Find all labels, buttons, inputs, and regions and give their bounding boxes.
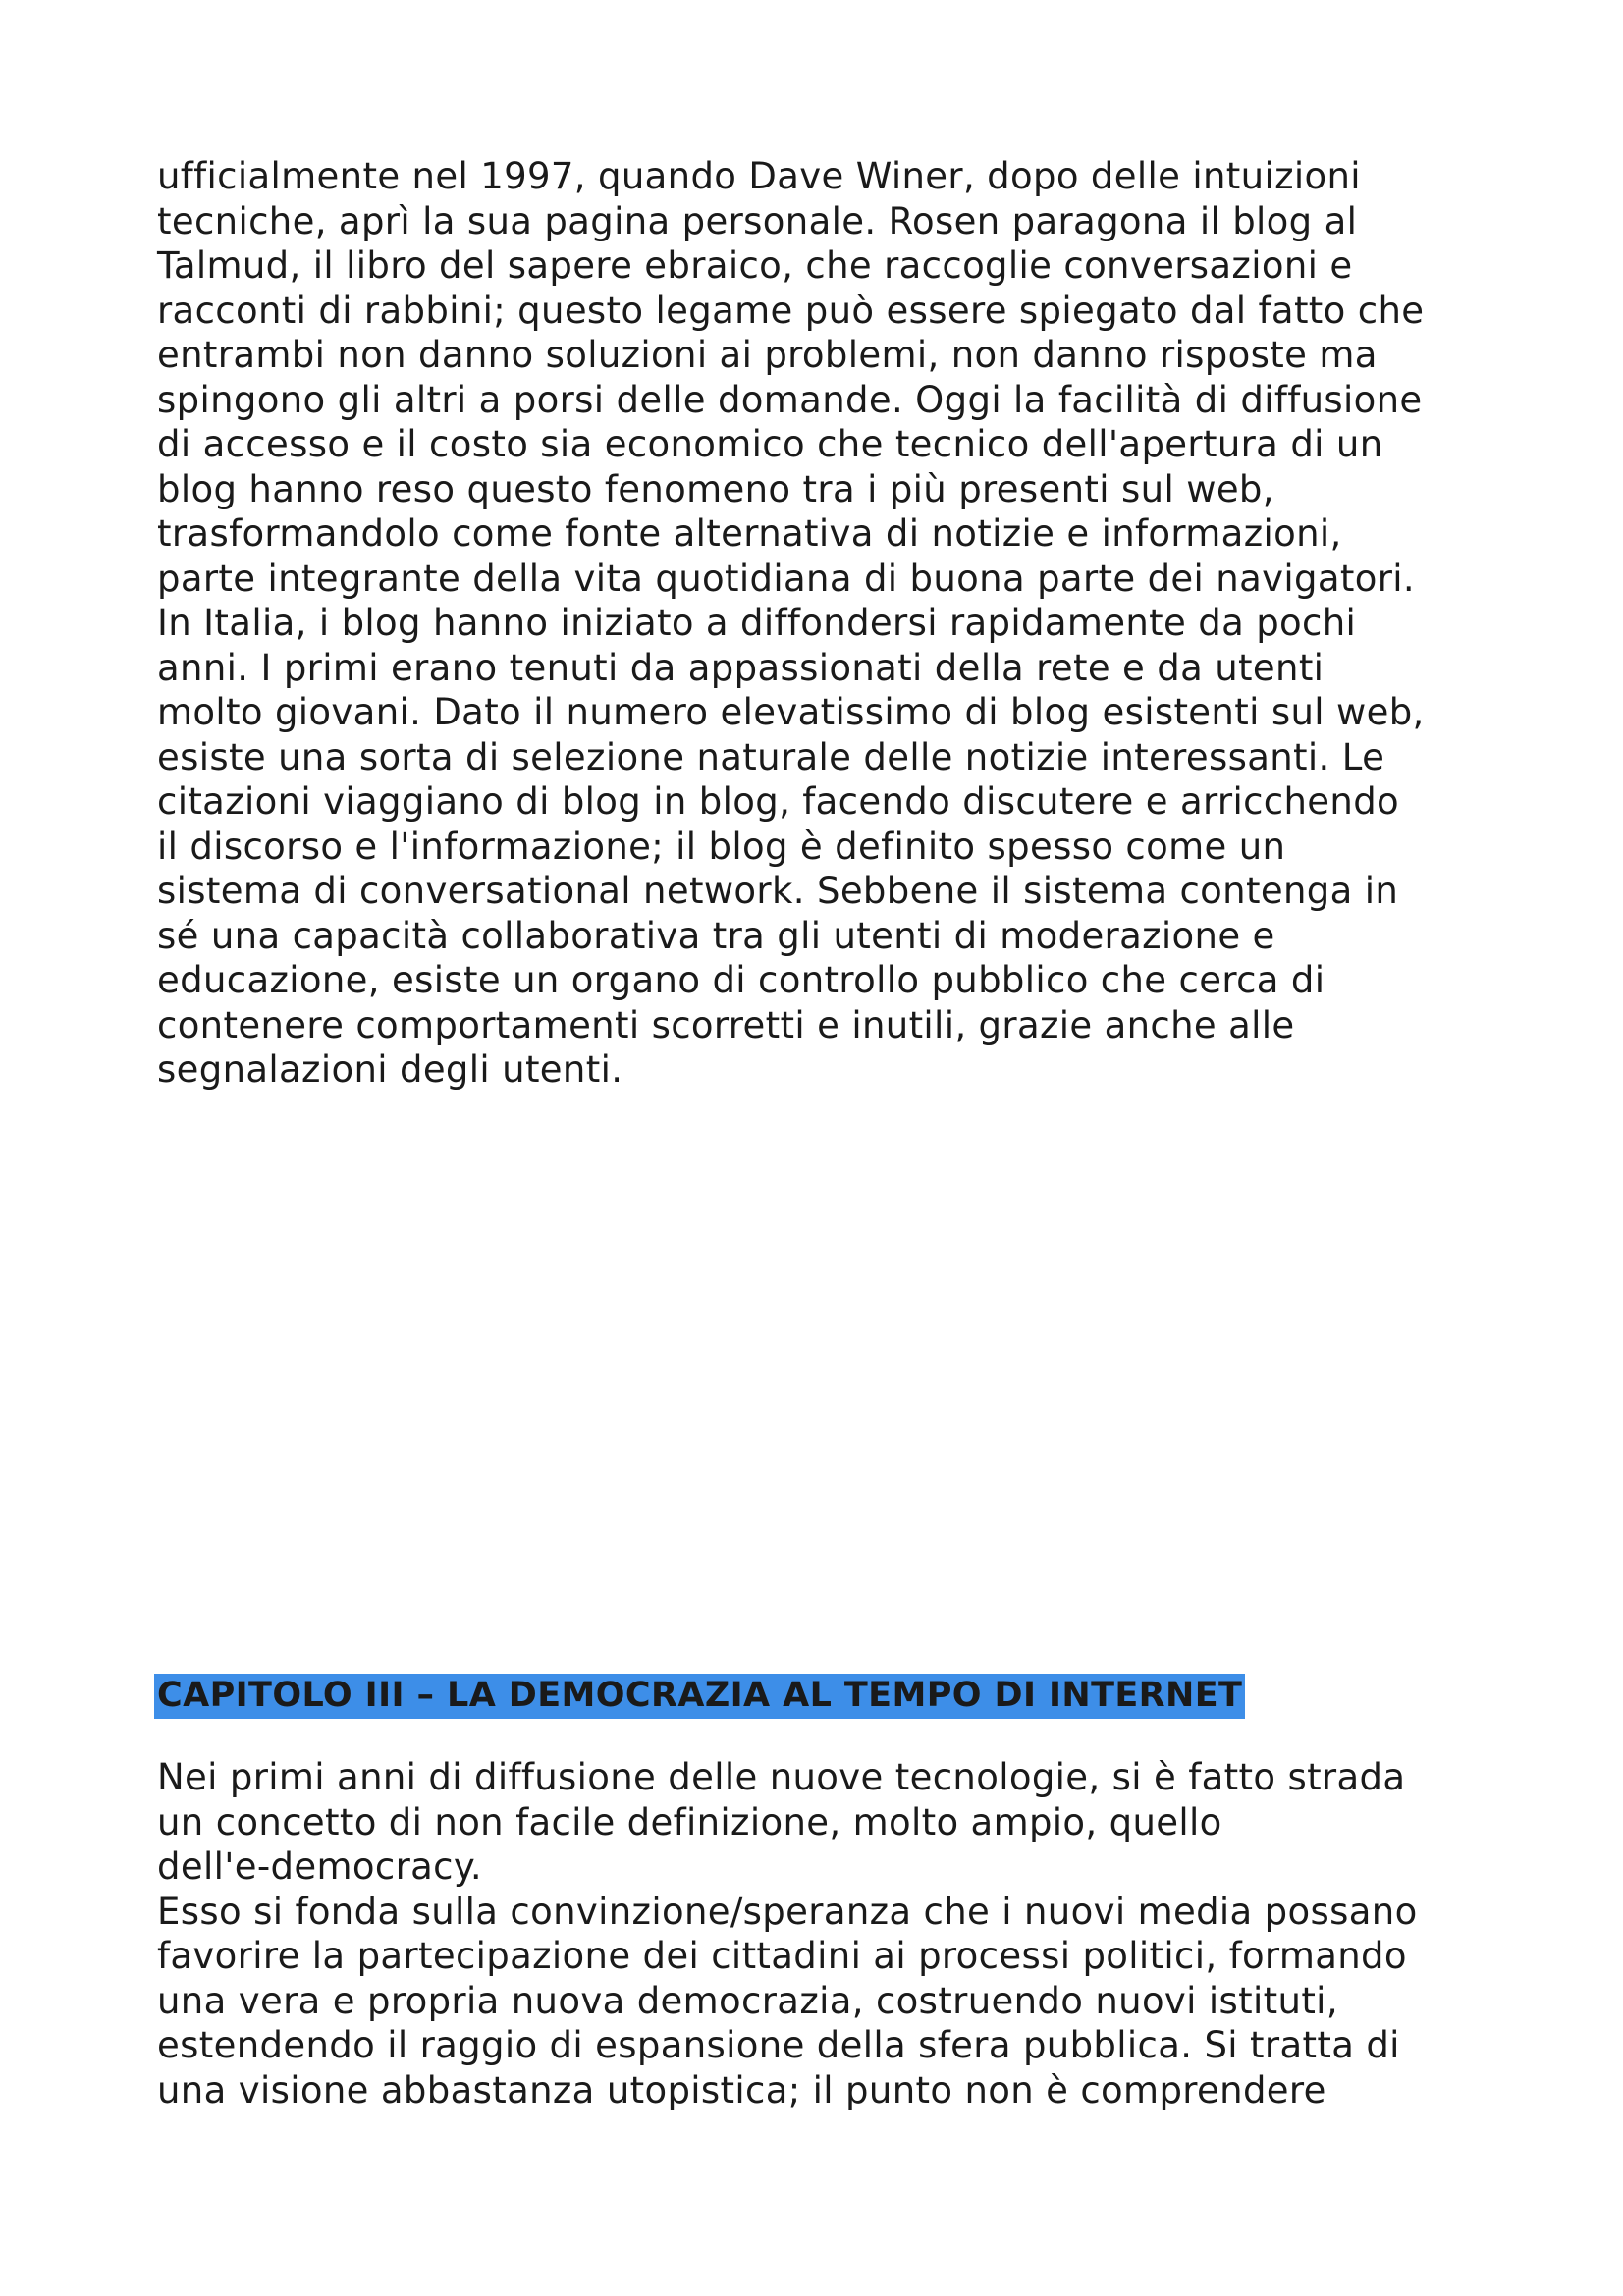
text-line: tecniche, aprì la sua pagina personale. Rosen paragona il blog al [157,199,1358,242]
text-line: citazioni viaggiano di blog in blog, facendo discutere e arricchendo [157,780,1400,823]
text-line: Esso si fonda sulla convinzione/speranza che i nuovi media possano [157,1890,1418,1933]
text-line: blog hanno reso questo fenomeno tra i più presenti sul web, [157,467,1274,510]
chapter-heading [154,1671,1245,1720]
text-line: molto giovani. Dato il numero elevatissimo di blog esistenti sul web, [157,691,1425,733]
text-line: spingono gli altri a porsi delle domande. Oggi la facilità di diffusione [157,378,1423,421]
chapter-heading-highlight: CAPITOLO III – LA DEMOCRAZIA AL TEMPO DI INTERNET [154,1674,1245,1719]
text-line: contenere comportamenti scorretti e inutili, grazie anche alle [157,1003,1295,1046]
text-line: favorire la partecipazione dei cittadini ai processi politici, formando [157,1935,1407,1977]
text-line: anni. I primi erano tenuti da appassionati della rete e da utenti [157,646,1325,689]
text-line: entrambi non danno soluzioni ai problemi, non danno risposte ma [157,334,1378,376]
text-line: ufficialmente nel 1997, quando Dave Winer, dopo delle intuizioni [157,155,1361,197]
text-line: parte integrante della vita quotidiana di buona parte dei navigatori. [157,557,1415,600]
text-line: Talmud, il libro del sapere ebraico, che raccoglie conversazioni e [157,244,1353,287]
text-line: trasformandolo come fonte alternativa di notizie e informazioni, [157,512,1342,555]
text-line: segnalazioni degli utenti. [157,1048,623,1091]
text-line: Nei primi anni di diffusione delle nuove tecnologie, si è fatto strada [157,1756,1406,1798]
text-line: educazione, esiste un organo di controllo pubblico che cerca di [157,959,1325,1001]
text-line: il discorso e l'informazione; il blog è definito spesso come un [157,825,1286,868]
text-line: di accesso e il costo sia economico che tecnico dell'apertura di un [157,423,1383,465]
text-line: estendendo il raggio di espansione della sfera pubblica. Si tratta di [157,2024,1400,2066]
text-line: sé una capacità collaborativa tra gli utenti di moderazione e [157,914,1275,957]
text-line: sistema di conversational network. Sebbene il sistema contenga in [157,870,1399,912]
body-paragraph-blog [157,154,1532,1093]
body-paragraph-e-democracy [157,1755,1532,2112]
text-line: un concetto di non facile definizione, molto ampio, quello [157,1800,1222,1843]
text-line: racconti di rabbini; questo legame può essere spiegato dal fatto che [157,289,1425,332]
text-line: In Italia, i blog hanno iniziato a diffondersi rapidamente da pochi [157,602,1357,644]
text-line: una visione abbastanza utopistica; il punto non è comprendere [157,2068,1326,2111]
text-line: una vera e propria nuova democrazia, costruendo nuovi istituti, [157,1979,1338,2022]
text-line: dell'e-democracy. [157,1845,482,1888]
text-line: esiste una sorta di selezione naturale delle notizie interessanti. Le [157,735,1385,778]
